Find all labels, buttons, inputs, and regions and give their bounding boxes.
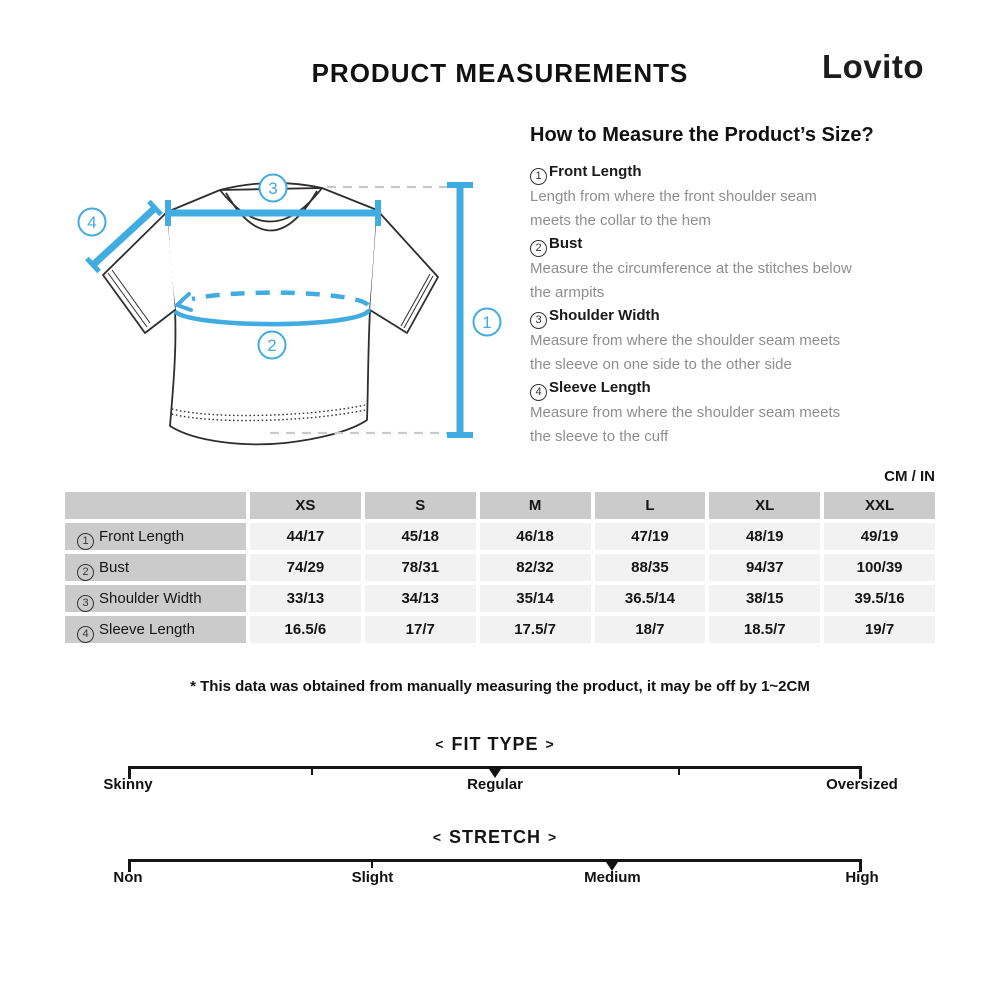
measurement-value: 44/17 <box>250 523 361 550</box>
stretch-scale <box>128 859 862 862</box>
measure-term-2 <box>530 232 992 257</box>
measure-desc: meets the collar to the hem <box>530 211 711 229</box>
measurement-value: 18/7 <box>595 616 706 643</box>
term-label: Front Length <box>549 163 642 180</box>
term-label: Shoulder Width <box>549 307 660 325</box>
header-cell-size: XL <box>709 492 820 519</box>
circled-number-icon: 3 <box>77 595 94 612</box>
measurement-value: 47/19 <box>595 523 706 550</box>
header-cell-size: L <box>595 492 706 519</box>
measurement-value: 18.5/7 <box>709 616 820 643</box>
measurement-value: 16.5/6 <box>250 616 361 643</box>
circled-number-icon: 4 <box>77 626 94 643</box>
length-measure-line <box>447 185 473 435</box>
circled-number-icon: 1 <box>530 168 547 185</box>
callout-4 <box>79 209 106 236</box>
fit-type-scale <box>128 766 862 769</box>
measurement-value: 35/14 <box>480 585 591 612</box>
units-label: CM / IN <box>884 468 935 485</box>
svg-text:4: 4 <box>87 213 97 232</box>
slider-label: Regular <box>467 776 523 793</box>
measurement-value: 46/18 <box>480 523 591 550</box>
circled-number-icon: 4 <box>530 384 547 401</box>
term-label: Sleeve Length <box>549 379 651 397</box>
page-title: PRODUCT MEASUREMENTS <box>311 58 689 88</box>
row-label-text: Front Length <box>99 528 185 545</box>
slider-label: Skinny <box>103 776 153 793</box>
measure-term-1 <box>530 160 992 185</box>
chevron-right-icon: > <box>548 829 558 845</box>
measurement-value: 39.5/16 <box>824 585 935 612</box>
circled-number-icon: 2 <box>530 240 547 257</box>
circled-number-icon: 1 <box>77 533 94 550</box>
howto-heading: How to Measure the Product’s Size? <box>530 124 874 146</box>
measure-desc: Measure the circumference at the stitches below <box>530 260 852 278</box>
lovito-logo: Lovito <box>822 48 924 85</box>
chevron-right-icon: > <box>545 736 555 752</box>
callout-1 <box>474 309 501 336</box>
svg-text:3: 3 <box>268 179 278 198</box>
measure-desc: the sleeve to the cuff <box>530 427 669 445</box>
header-cell-size: XS <box>250 492 361 519</box>
measurement-value: 45/18 <box>365 523 476 550</box>
row-label <box>65 554 246 581</box>
measurement-value: 34/13 <box>365 585 476 612</box>
row-label-text: Bust <box>99 559 130 576</box>
callout-2 <box>259 332 286 359</box>
measure-desc: Length from where the front shoulder seam <box>530 188 817 206</box>
scale-tick <box>371 859 373 868</box>
fit-type-slider <box>103 734 898 796</box>
term-label: Bust <box>549 235 583 253</box>
measurement-value: 100/39 <box>824 554 935 581</box>
scale-tick <box>311 766 313 775</box>
row-label-text: Shoulder Width <box>99 590 202 607</box>
measurement-value: 82/32 <box>480 554 591 581</box>
slider-label: Oversized <box>826 776 898 793</box>
svg-text:1: 1 <box>482 313 492 332</box>
slider-label: Non <box>113 869 143 886</box>
header-cell-empty <box>65 492 246 519</box>
measurement-value: 17.5/7 <box>480 616 591 643</box>
slider-label: Slight <box>351 869 394 886</box>
stretch-title <box>128 827 862 848</box>
measure-term-3 <box>530 304 992 329</box>
measurement-value: 78/31 <box>365 554 476 581</box>
header-cell-size: XXL <box>824 492 935 519</box>
measure-desc: Measure from where the shoulder seam meets <box>530 404 841 422</box>
row-label <box>65 616 246 643</box>
measurement-value: 19/7 <box>824 616 935 643</box>
fit-type-title <box>128 734 862 755</box>
measurement-value: 38/15 <box>709 585 820 612</box>
header-cell-size: S <box>365 492 476 519</box>
slider-title-text: FIT TYPE <box>451 734 539 754</box>
measurement-value: 88/35 <box>595 554 706 581</box>
row-label <box>65 585 246 612</box>
circled-number-icon: 2 <box>77 564 94 581</box>
measure-desc: Measure from where the shoulder seam meets <box>530 332 841 350</box>
scale-tick <box>678 766 680 775</box>
chevron-left-icon: < <box>435 736 445 752</box>
row-label <box>65 523 246 550</box>
chevron-left-icon: < <box>432 829 442 845</box>
size-table <box>65 492 935 643</box>
stretch-labels <box>113 869 879 889</box>
measurement-value: 94/37 <box>709 554 820 581</box>
circled-number-icon: 3 <box>530 312 547 329</box>
tshirt-outline <box>103 188 438 444</box>
svg-text:2: 2 <box>267 336 277 355</box>
howto-section <box>530 124 992 448</box>
measurement-value: 48/19 <box>709 523 820 550</box>
slider-label: High <box>845 869 879 886</box>
footnote: * This data was obtained from manually measuring the product, it may be off by 1~2CM <box>190 678 810 695</box>
slider-label: Medium <box>584 869 641 886</box>
stretch-slider <box>113 827 879 889</box>
measurement-value: 49/19 <box>824 523 935 550</box>
measure-desc: the armpits <box>530 283 605 301</box>
measurement-value: 36.5/14 <box>595 585 706 612</box>
measure-term-4 <box>530 376 992 401</box>
fit-type-labels <box>103 776 898 796</box>
measurement-value: 33/13 <box>250 585 361 612</box>
measurement-value: 74/29 <box>250 554 361 581</box>
row-label-text: Sleeve Length <box>99 621 195 638</box>
slider-title-text: STRETCH <box>449 827 541 847</box>
header-cell-size: M <box>480 492 591 519</box>
measure-desc: the sleeve on one side to the other side <box>530 355 792 373</box>
callout-3 <box>260 175 287 202</box>
measurement-value: 17/7 <box>365 616 476 643</box>
tshirt-measurement-diagram <box>55 148 525 478</box>
